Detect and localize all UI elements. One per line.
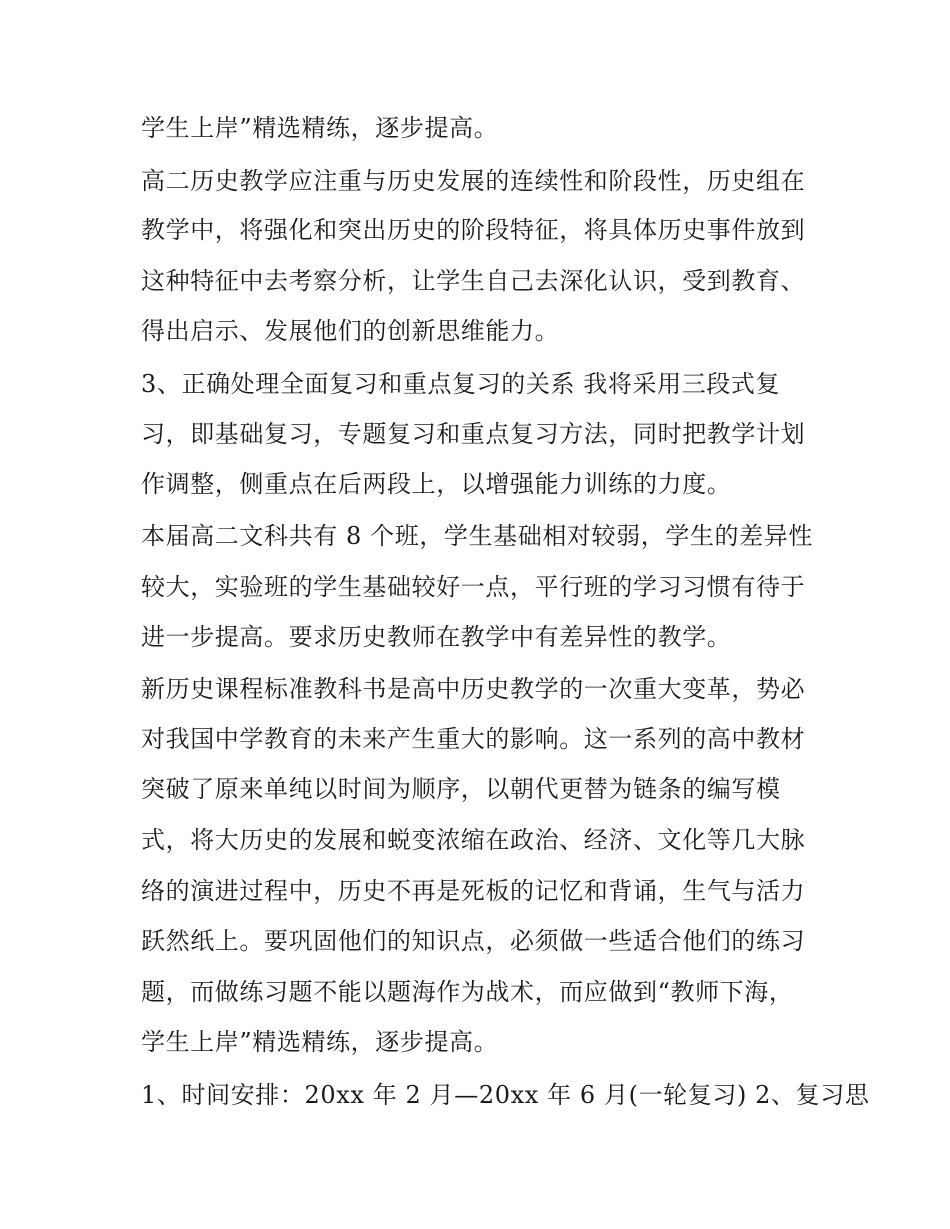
- text-line: 作调整，侧重点在后两段上，以增强能力训练的力度。: [141, 470, 732, 498]
- text-line: 得出启示、发展他们的创新思维能力。: [141, 317, 560, 345]
- text-line: 对我国中学教育的未来产生重大的影响。这一系列的高中教材: [141, 725, 806, 753]
- text-line: 学生上岸”精选精练，逐步提高。: [141, 114, 499, 142]
- text-line: 学生上岸”精选精练，逐步提高。: [141, 1028, 499, 1056]
- text-line: 3、正确处理全面复习和重点复习的关系 我将采用三段式复: [141, 370, 781, 398]
- text-line: 教学中，将强化和突出历史的阶段特征，将具体历史事件放到: [141, 216, 806, 244]
- text-line: 题，而做练习题不能以题海作为战术，而应做到“教师下海，: [141, 978, 794, 1006]
- text-line: 络的演进过程中，历史不再是死板的记忆和背诵，生气与活力: [141, 877, 806, 905]
- text-line: 式，将大历史的发展和蜕变浓缩在政治、经济、文化等几大脉: [141, 826, 806, 854]
- text-line: 进一步提高。要求历史教师在教学中有差异性的教学。: [141, 623, 732, 651]
- text-line: 较大，实验班的学生基础较好一点，平行班的学习习惯有待于: [141, 573, 806, 601]
- text-line: 新历史课程标准教科书是高中历史教学的一次重大变革，势必: [141, 675, 806, 703]
- text-line: 高二历史教学应注重与历史发展的连续性和阶段性，历史组在: [141, 167, 806, 195]
- text-line: 习，即基础复习，专题复习和重点复习方法，同时把教学计划: [141, 420, 806, 448]
- text-line: 跃然纸上。要巩固他们的知识点，必须做一些适合他们的练习: [141, 927, 806, 955]
- text-line: 这种特征中去考察分析，让学生自己去深化认识，受到教育、: [141, 267, 806, 295]
- text-line: 本届高二文科共有 8 个班，学生基础相对较弱，学生的差异性: [141, 522, 813, 550]
- text-line: 1、时间安排：20xx 年 2 月—20xx 年 6 月(一轮复习) 2、复习思: [141, 1081, 870, 1109]
- text-line: 突破了原来单纯以时间为顺序，以朝代更替为链条的编写模: [141, 775, 781, 803]
